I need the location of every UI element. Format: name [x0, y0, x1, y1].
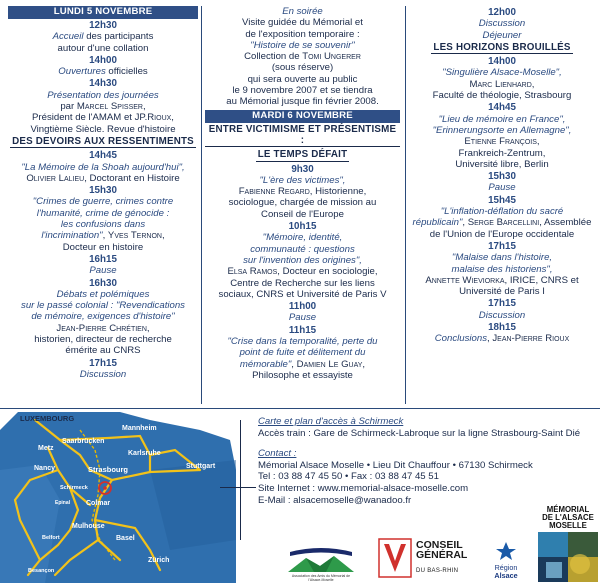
conseil-general-logo [378, 538, 470, 578]
program-text: Conclusions [434, 333, 488, 345]
section-heading: LE TEMPS DÉFAIT [257, 149, 348, 161]
program-text: Faculté de théologie, Strasbourg [432, 90, 572, 102]
program-text: historien, directeur de recherche [34, 334, 172, 346]
evening-visit [205, 6, 400, 108]
program-text: Yves Ternon [107, 230, 162, 242]
program-text: sociologue, chargée de mission au [228, 197, 377, 209]
program-text: Tomi Ungerer [302, 51, 361, 63]
program-text: Philosophe et essayiste [252, 369, 353, 381]
program-text: Annette Wieviorka [425, 274, 505, 286]
program-text: "L'inflation-déflation du sacré [440, 206, 564, 218]
day2-column [205, 6, 400, 381]
city-belfort: Belfort [42, 535, 60, 541]
program-line [205, 74, 400, 85]
program-line [205, 255, 400, 266]
section-heading-row [410, 42, 594, 54]
session-time: 16h15 [89, 253, 117, 265]
program-text: Collection de [244, 51, 303, 63]
map-access-title: Carte et plan d'accès à Schirmeck [258, 416, 404, 427]
program-line [205, 17, 400, 28]
session-time: 17h15 [89, 357, 117, 369]
program-text: , Doctorant en Histoire [84, 172, 180, 184]
program-line [8, 66, 198, 77]
program-line [205, 197, 400, 208]
contact-title: Contact : [258, 448, 297, 460]
program-text: , IRICE, CNRS et [504, 274, 579, 286]
program-text: En soirée [282, 6, 323, 17]
city-luxembourg: LUXEMBOURG [20, 414, 75, 423]
city-basel: Basel [116, 535, 135, 542]
column-divider-1 [201, 6, 202, 404]
program-text: Discussion [478, 309, 526, 321]
day2-program [205, 124, 400, 382]
program-line [410, 18, 594, 29]
contact-website[interactable]: Site Internet : www.memorial-alsace-moselle.com [258, 482, 469, 494]
program-line [205, 85, 400, 96]
city-mulhouse: Mulhouse [72, 523, 105, 530]
city-karlsruhe: Karlsruhe [128, 450, 161, 457]
session-time: 15h30 [488, 171, 516, 183]
program-text: des participants [83, 31, 154, 43]
program-text: Rioux [147, 112, 172, 124]
program-line [410, 125, 594, 136]
program-text: point de fuite et délitement du [239, 347, 366, 359]
program-line [410, 79, 594, 90]
program-text: "L'ère des victimes", [259, 174, 346, 186]
program-line [410, 67, 594, 78]
day2-afternoon-program [410, 7, 594, 345]
program-text: Pause [288, 312, 317, 324]
section-heading: DES DEVOIRS AUX RESSENTIMENTS [12, 135, 194, 147]
day1-program [8, 20, 198, 380]
program-line [8, 124, 198, 135]
program-line [8, 208, 198, 219]
program-text: Pause [89, 265, 117, 277]
program-line [410, 275, 594, 286]
session-time: 18h15 [488, 322, 516, 334]
program-line [205, 336, 400, 347]
program-line [205, 40, 400, 51]
program-text: de l'Union de l'Europe occidentale [429, 228, 575, 240]
session-time: 11h00 [288, 301, 317, 313]
section-heading: ENTRE VICTIMISME ET PRÉSENTISME : [205, 124, 400, 148]
program-text: l'incrimination" [41, 230, 103, 242]
session-time: 12h00 [488, 7, 516, 18]
program-text: "Histoire de se souvenir" [250, 39, 355, 51]
program-text: , [462, 217, 468, 229]
program-line [410, 159, 594, 170]
program-text: autour d'une collation [57, 42, 149, 54]
program-text: par [60, 101, 77, 113]
program-text: Vingtième Siècle. Revue d'histoire [30, 123, 176, 135]
bottom-divider [0, 408, 600, 409]
program-line [8, 334, 198, 345]
city-strasbourg: Strasbourg [88, 465, 129, 474]
program-line [8, 369, 198, 380]
program-text: républicain" [412, 217, 463, 229]
program-line [205, 359, 400, 370]
program-text: Marcel Spisser [76, 101, 143, 113]
contact-address: Mémorial Alsace Moselle • Lieu Dit Chauffour • 67130 Schirmeck [258, 459, 533, 471]
program-line [8, 162, 198, 173]
program-text: sur le passé colonial : "Revendications [21, 300, 185, 312]
amis-memorial-caption: Association des Amis du Mémorial de l'Alsace-Moselle [291, 574, 351, 582]
program-line [410, 136, 594, 147]
program-text: , [362, 358, 366, 370]
program-line [410, 252, 594, 263]
program-text: "Lieu de mémoire en France", [438, 113, 566, 125]
program-text: Débats et polémiques [56, 288, 150, 300]
section-heading-row [205, 149, 400, 161]
program-text: Frankreich-Zentrum, [458, 147, 546, 159]
program-text: , [487, 333, 493, 345]
program-text: Jean-Pierre Rioux [492, 333, 570, 345]
program-line [205, 370, 400, 381]
program-text: les confusions dans [60, 219, 146, 231]
contact-block [258, 416, 598, 506]
program-text: malaise des historiens", [451, 263, 553, 275]
session-time: 16h30 [89, 277, 117, 289]
program-line [8, 345, 198, 356]
program-text: Conseil de l'Europe [261, 208, 344, 220]
session-time: 15h30 [89, 185, 117, 197]
program-line [8, 265, 198, 276]
program-line [410, 217, 594, 228]
session-time: 14h00 [488, 56, 516, 68]
section-heading: LES HORIZONS BROUILLÉS [433, 41, 571, 53]
program-text: "Crimes de guerre, crimes contre [32, 196, 174, 208]
program-line [8, 90, 198, 101]
program-text: , [291, 358, 297, 370]
program-text: Ouvertures [58, 66, 106, 78]
day2-afternoon-column [410, 6, 594, 345]
program-text: "Mémoire, identité, [262, 232, 343, 244]
program-line [8, 300, 198, 311]
program-text: Fabienne Regard [238, 186, 310, 198]
city-epinal: Epinal [55, 500, 71, 506]
program-text: , [536, 136, 540, 148]
program-line [410, 114, 594, 125]
program-text: "Erinnerungsorte en Allemagne", [432, 124, 572, 136]
session-time: 14h45 [488, 102, 516, 114]
program-text: Serge Barcellini [467, 217, 540, 229]
program-text: Elsa Ramos [227, 266, 278, 278]
map-connector-horizontal [220, 487, 256, 488]
program-text: , [102, 230, 108, 242]
program-text: "Crise dans la temporalité, perte du [227, 336, 378, 348]
contact-email[interactable]: E-Mail : alsacemoselle@wanadoo.fr [258, 494, 412, 506]
program-text: l'humanité, crime de génocide : [36, 207, 170, 219]
day1-header: LUNDI 5 NOVEMBRE [8, 6, 198, 19]
program-text: , Docteur en sociologie, [277, 266, 378, 278]
program-text: Docteur en histoire [62, 241, 144, 253]
program-text: Pause [488, 182, 516, 194]
column-divider-2 [405, 6, 406, 404]
city-saarbrucken: Saarbrücken [62, 438, 105, 445]
program-text: , Assemblée [539, 217, 592, 229]
section-heading-row [8, 136, 198, 148]
program-line [205, 51, 400, 62]
session-time: 11h15 [288, 324, 317, 336]
city-nancy: Nancy [34, 465, 56, 472]
section-heading-row [205, 124, 400, 148]
program-text: mémorable" [239, 358, 292, 370]
program-line [8, 101, 198, 112]
city-zurich: Zürich [148, 557, 170, 564]
program-line [8, 230, 198, 241]
session-time: 14h00 [89, 54, 117, 66]
program-text: "Malaise dans l'histoire, [451, 252, 553, 264]
program-text: sur l'invention des origines", [243, 254, 362, 266]
program-line [205, 186, 400, 197]
program-line [205, 96, 400, 107]
program-line [205, 62, 400, 73]
program-text: Discussion [79, 368, 127, 380]
program-line [410, 148, 594, 159]
access-map [0, 410, 236, 583]
program-text: Jean-Pierre Chrétien [56, 322, 147, 334]
program-line [8, 43, 198, 54]
program-line [205, 289, 400, 300]
city-schirmeck: Schirmeck [60, 485, 88, 491]
program-line [205, 209, 400, 220]
program-line [205, 232, 400, 243]
program-text: Déjeuner [482, 29, 522, 41]
program-text: Accueil [52, 31, 84, 43]
train-access: Accès train : Gare de Schirmeck-Labroque sur la ligne Strasbourg-Saint Dié [258, 427, 581, 439]
program-line [410, 182, 594, 193]
program-text: Marc Lienhard [469, 78, 532, 90]
session-time: 12h30 [89, 20, 117, 31]
program-text: Discussion [478, 18, 526, 30]
program-text: , [146, 322, 150, 334]
city-mannheim: Mannheim [122, 425, 157, 432]
program-text: sociaux, CNRS et Université de Paris V [218, 288, 387, 300]
program-text: , [161, 230, 165, 242]
day1-column [8, 6, 198, 380]
city-metz: Metz [38, 445, 54, 452]
session-time: 14h30 [89, 78, 117, 90]
program-line [205, 278, 400, 289]
program-line [8, 289, 198, 300]
contact-phone: Tel : 03 88 47 45 50 • Fax : 03 88 47 45 51 [258, 471, 439, 483]
partner-logos [286, 505, 598, 582]
program-text: qui sera ouverte au public [247, 73, 358, 85]
program-line [410, 30, 594, 41]
memorial-name: MÉMORIAL DE L'ALSACE MOSELLE [542, 505, 594, 530]
program-text: Damien Le Guay [296, 358, 363, 370]
program-line [205, 6, 400, 17]
program-text: au Mémorial jusque fin février 2008. [226, 96, 379, 108]
region-alsace-logo [488, 540, 524, 580]
program-text: , [531, 78, 535, 90]
program-text: Centre de Recherche sur les liens [230, 277, 375, 289]
city-stuttgart: Stuttgart [186, 463, 216, 470]
session-time: 14h45 [89, 150, 117, 162]
program-text: Université libre, Berlin [455, 158, 549, 170]
program-text: de mémoire, exigences d'histoire" [31, 311, 175, 323]
session-time: 10h15 [288, 221, 317, 233]
program-line [410, 310, 594, 321]
program-line [8, 311, 198, 322]
program-text: "Singulière Alsace-Moselle", [442, 67, 562, 79]
program-line [8, 242, 198, 253]
program-line [410, 90, 594, 101]
program-text: Présentation des journées [47, 89, 159, 101]
program-line [205, 312, 400, 323]
program-text: , [171, 112, 174, 124]
program-text: de l'exposition temporaire : [245, 28, 360, 40]
program-line [8, 31, 198, 42]
conseil-general-name: CONSEIL GÉNÉRAL [416, 539, 468, 561]
city-colmar: Colmar [86, 500, 111, 507]
region-alsace-name: Région Alsace [494, 563, 518, 580]
program-line [410, 286, 594, 297]
program-line [205, 266, 400, 277]
program-text: Président de l'AMAM et JP. [32, 112, 148, 124]
program-line [205, 29, 400, 40]
program-line [8, 196, 198, 207]
conseil-general-sub: DU BAS-RHIN [416, 568, 459, 574]
program-text: Olivier Lalieu [26, 172, 85, 184]
session-time: 9h30 [291, 163, 314, 175]
program-line [205, 244, 400, 255]
memorial-alsace-moselle-logo [538, 506, 598, 582]
program-text: Etienne François [464, 136, 537, 148]
program-text: émérite au CNRS [65, 345, 141, 357]
program-text: Université de Paris I [459, 286, 545, 298]
program-text: Visite guidée du Mémorial et [242, 17, 363, 29]
program-line [8, 323, 198, 334]
session-time: 15h45 [488, 194, 516, 206]
day2-header: MARDI 6 NOVEMBRE [205, 110, 400, 123]
program-text: , Historienne, [309, 186, 367, 198]
program-line [205, 175, 400, 186]
program-text: le 9 novembre 2007 et se tiendra [232, 85, 373, 97]
program-line [410, 206, 594, 217]
program-line [410, 333, 594, 344]
program-line [8, 112, 198, 123]
program-text: officielles [105, 66, 148, 78]
map-connector-vertical [240, 420, 241, 540]
program-line [205, 347, 400, 358]
program-line [8, 173, 198, 184]
program-text: "La Mémoire de la Shoah aujourd'hui", [21, 161, 185, 173]
session-time: 17h15 [488, 240, 516, 252]
session-time: 17h15 [488, 298, 516, 310]
program-text: (sous réserve) [271, 62, 334, 74]
program-line [410, 264, 594, 275]
program-line [410, 229, 594, 240]
program-line [8, 219, 198, 230]
amis-memorial-logo [286, 544, 356, 580]
city-besancon: Besançon [28, 568, 55, 574]
program-text: , [142, 101, 146, 113]
program-text: communauté : questions [250, 243, 355, 255]
